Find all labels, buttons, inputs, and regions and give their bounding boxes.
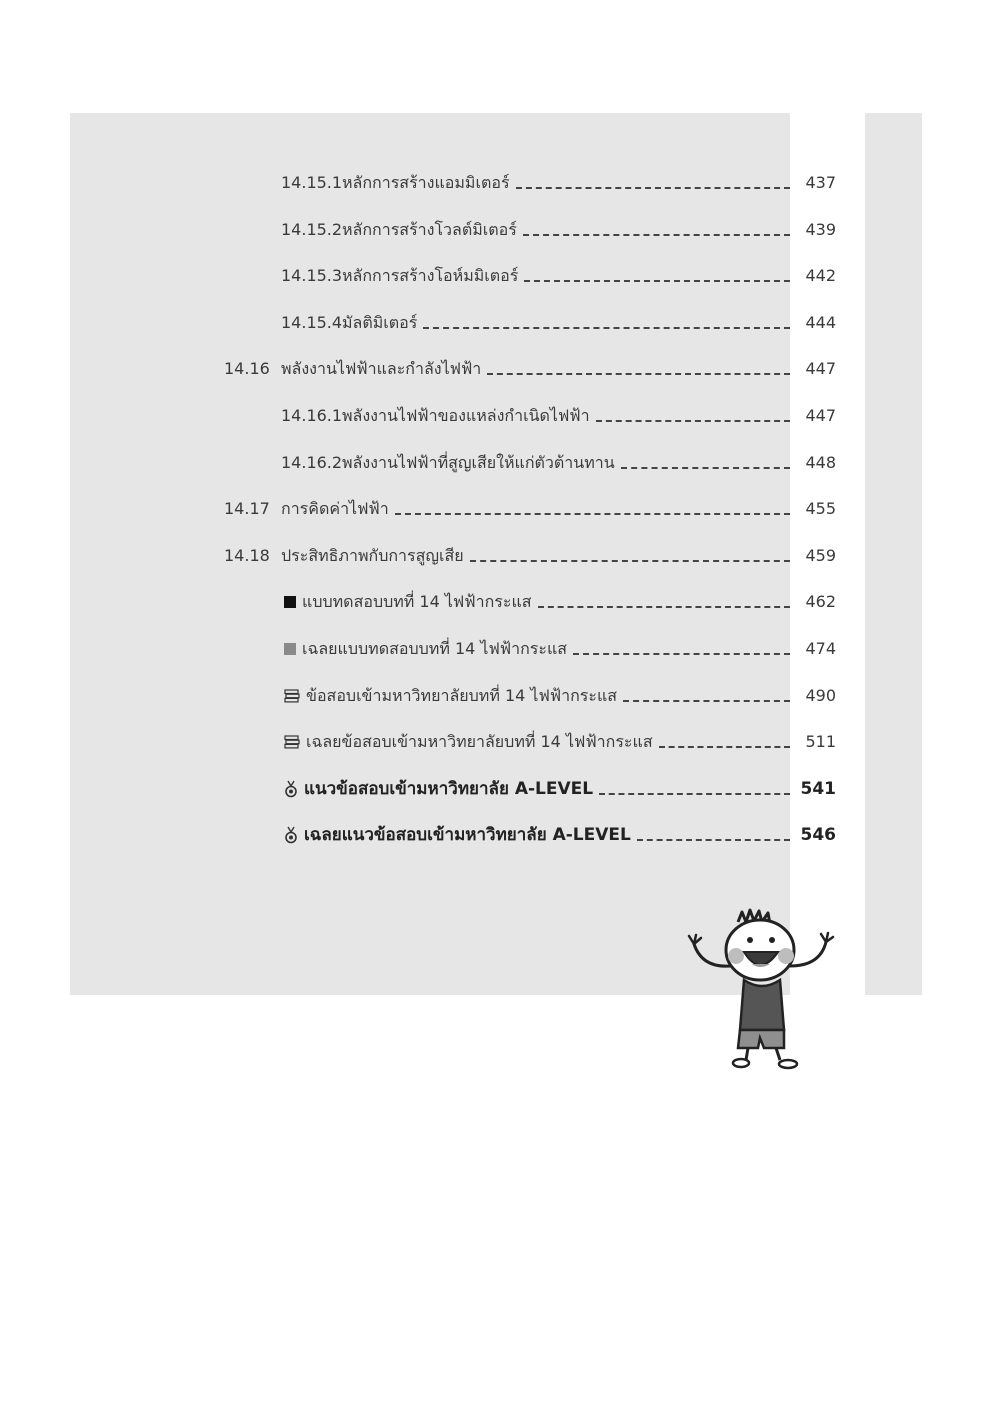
toc-entry-page: 546 (800, 825, 836, 845)
toc-entry-page: 448 (805, 453, 836, 472)
toc-entry-title: แบบทดสอบบทที่ 14 ไฟฟ้ากระแส (302, 592, 532, 611)
toc-entry-page: 437 (805, 173, 836, 192)
toc-entry-page: 511 (805, 732, 836, 751)
gray-square-icon (284, 643, 296, 655)
toc-entry[interactable] (0, 774, 992, 804)
toc-entry-number: 14.15.4 (281, 313, 343, 332)
toc-entry-title: เฉลยแบบทดสอบบทที่ 14 ไฟฟ้ากระแส (302, 639, 568, 658)
toc-entry-title: พลังงานไฟฟ้าและกำลังไฟฟ้า (281, 359, 482, 378)
toc-entry-page: 447 (805, 359, 836, 378)
dotted-leader (470, 560, 790, 562)
dotted-leader (596, 420, 790, 422)
dotted-leader (621, 467, 790, 469)
medal-icon (284, 780, 298, 798)
toc-entry[interactable] (0, 354, 992, 384)
dotted-leader (599, 793, 790, 795)
toc-entry-number: 14.15.3 (281, 266, 343, 285)
toc-entry[interactable] (0, 587, 992, 617)
book-stack-icon (284, 735, 300, 749)
medal-icon (284, 826, 298, 844)
toc-entry-title: พลังงานไฟฟ้าของแหล่งกำเนิดไฟฟ้า (342, 406, 590, 425)
dotted-leader (538, 606, 790, 608)
dotted-leader (523, 234, 790, 236)
toc-entry-title: ประสิทธิภาพกับการสูญเสีย (281, 546, 464, 565)
toc-entry-title: หลักการสร้างแอมมิเตอร์ (342, 173, 510, 192)
toc-entry-title: แนวข้อสอบเข้ามหาวิทยาลัย A-LEVEL (304, 779, 594, 799)
toc-entry[interactable] (0, 681, 992, 711)
book-stack-icon (284, 689, 300, 703)
toc-entry[interactable] (0, 401, 992, 431)
toc-entry-page: 439 (805, 220, 836, 239)
toc-entry[interactable] (0, 215, 992, 245)
toc-entry-page: 455 (805, 499, 836, 518)
toc-entry-number: 14.16 (224, 359, 270, 378)
dotted-leader (573, 653, 790, 655)
dotted-leader (637, 839, 790, 841)
toc-entry[interactable] (0, 820, 992, 850)
toc-entry[interactable] (0, 308, 992, 338)
toc-entry-number: 14.15.2 (281, 220, 343, 239)
toc-entry-title: การคิดค่าไฟฟ้า (281, 499, 389, 518)
dotted-leader (623, 700, 790, 702)
dotted-leader (524, 280, 790, 282)
toc-entry-title: หลักการสร้างโวลต์มิเตอร์ (342, 220, 517, 239)
toc-entry-title: พลังงานไฟฟ้าที่สูญเสียให้แก่ตัวต้านทาน (342, 453, 615, 472)
toc-entry[interactable] (0, 448, 992, 478)
toc-entry-number: 14.16.2 (281, 453, 343, 472)
toc-entry[interactable] (0, 261, 992, 291)
toc-entry[interactable] (0, 494, 992, 524)
dotted-leader (423, 327, 790, 329)
toc-entry-page: 462 (805, 592, 836, 611)
toc-entry-page: 444 (805, 313, 836, 332)
toc-entry-number: 14.17 (224, 499, 270, 518)
dotted-leader (516, 187, 790, 189)
toc-entry[interactable] (0, 541, 992, 571)
toc-entry-page: 442 (805, 266, 836, 285)
toc-entry[interactable] (0, 168, 992, 198)
toc-entry-title: หลักการสร้างโอห์มมิเตอร์ (342, 266, 519, 285)
toc-entry-title: ข้อสอบเข้ามหาวิทยาลัยบทที่ 14 ไฟฟ้ากระแส (306, 686, 618, 705)
cartoon-boy-illustration (680, 908, 840, 1073)
toc-entry[interactable] (0, 727, 992, 757)
black-square-icon (284, 596, 296, 608)
toc-entry-title: มัลติมิเตอร์ (342, 313, 418, 332)
dotted-leader (395, 513, 790, 515)
toc-entry-page: 459 (805, 546, 836, 565)
toc-entry-number: 14.18 (224, 546, 270, 565)
toc-entry-title: เฉลยข้อสอบเข้ามหาวิทยาลัยบทที่ 14 ไฟฟ้ากระแส (306, 732, 653, 751)
toc-entry-page: 541 (800, 779, 836, 799)
toc-entry-number: 14.15.1 (281, 173, 343, 192)
toc-entry-page: 490 (805, 686, 836, 705)
toc-entry-page: 474 (805, 639, 836, 658)
toc-entry-title: เฉลยแนวข้อสอบเข้ามหาวิทยาลัย A-LEVEL (304, 825, 631, 845)
toc-entry-number: 14.16.1 (281, 406, 343, 425)
toc-entry[interactable] (0, 634, 992, 664)
toc-entry-page: 447 (805, 406, 836, 425)
dotted-leader (487, 373, 790, 375)
dotted-leader (659, 746, 790, 748)
